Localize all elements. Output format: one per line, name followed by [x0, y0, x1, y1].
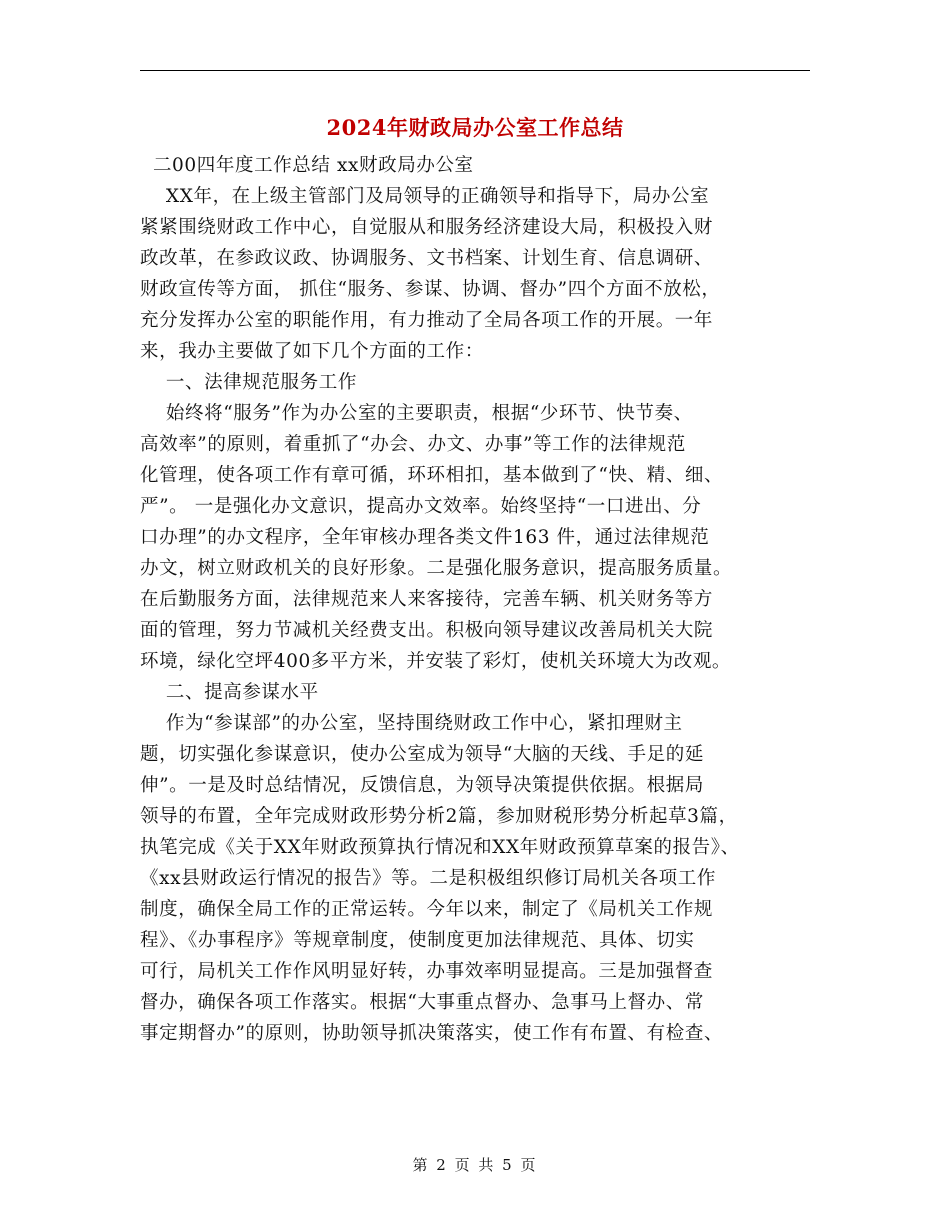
body-line: 领导的布置，全年完成财政形势分析2篇，参加财税形势分析起草3篇， [140, 806, 738, 827]
body-line: 高效率”的原则，着重抓了“办会、办文、办事”等工作的法律规范 [140, 434, 686, 455]
body-line: 口办理”的办文程序，全年审核办理各类文件163 件，通过法律规范 [140, 527, 710, 548]
body-line: 制度，确保全局工作的正常运转。今年以来，制定了《局机关工作规 [140, 899, 714, 920]
body-line: 二、提高参谋水平 [140, 682, 319, 703]
body-line: 题，切实强化参谋意识，使办公室成为领导“大脑的天线、手足的延 [140, 744, 704, 765]
page-footer: 第 2 页 共 5 页 [412, 1156, 538, 1174]
body-line: 程》、《办事程序》等规章制度，使制度更加法律规范、具体、切实 [140, 930, 695, 951]
body-line: 始终将“服务”作为办公室的主要职责，根据“少环节、快节奏、 [140, 403, 693, 424]
body-line: 办文，树立财政机关的良好形象。二是强化服务意识，提高服务质量。 [140, 558, 733, 579]
body-line: 执笔完成《关于XX年财政预算执行情况和XX年财政预算草案的报告》、 [140, 837, 740, 858]
body-line: 作为“参谋部”的办公室，坚持围绕财政工作中心，紧扣理财主 [140, 713, 683, 734]
body-line: 可行，局机关工作作风明显好转，办事效率明显提高。三是加强督查 [140, 961, 714, 982]
body-line: 政改革，在参政议政、协调服务、文书档案、计划生育、信息调研、 [140, 248, 714, 269]
document-title: 2024年财政局办公室工作总结 [326, 115, 624, 140]
body-line: 督办，确保各项工作落实。根据“大事重点督办、急事马上督办、常 [140, 992, 704, 1013]
body-line: 在后勤服务方面，法律规范来人来客接待，完善车辆、机关财务等方 [140, 589, 714, 610]
body-line: 环境，绿化空坪400多平方米，并安装了彩灯，使机关环境大为改观。 [140, 651, 732, 672]
body-line: 充分发挥办公室的职能作用，有力推动了全局各项工作的开展。一年 [140, 310, 714, 331]
body-line: 财政宣传等方面， 抓住“服务、参谋、协调、督办”四个方面不放松， [140, 279, 721, 300]
header-rule [140, 70, 810, 71]
body-line: 化管理，使各项工作有章可循，环环相扣，基本做到了“快、精、细、 [140, 465, 724, 486]
document-body [140, 150, 820, 1049]
body-line: 二00四年度工作总结 xx财政局办公室 [140, 155, 474, 176]
body-line: 面的管理，努力节减机关经费支出。积极向领导建议改善局机关大院 [140, 620, 714, 641]
body-line: 来，我办主要做了如下几个方面的工作： [140, 341, 484, 362]
body-line: 事定期督办”的原则，协助领导抓决策落实，使工作有布置、有检查、 [140, 1023, 724, 1044]
body-line: 一、法律规范服务工作 [140, 372, 357, 393]
body-line: XX年，在上级主管部门及局领导的正确领导和指导下，局办公室 [140, 186, 710, 207]
body-line: 《xx县财政运行情况的报告》等。二是积极组织修订局机关各项工作 [140, 868, 716, 889]
body-line: 伸”。一是及时总结情况，反馈信息，为领导决策提供依据。根据局 [140, 775, 704, 796]
body-line: 紧紧围绕财政工作中心，自觉服从和服务经济建设大局，积极投入财 [140, 217, 714, 238]
body-line: 严”。 一是强化办文意识，提高办文效率。始终坚持“一口进出、分 [140, 496, 702, 517]
